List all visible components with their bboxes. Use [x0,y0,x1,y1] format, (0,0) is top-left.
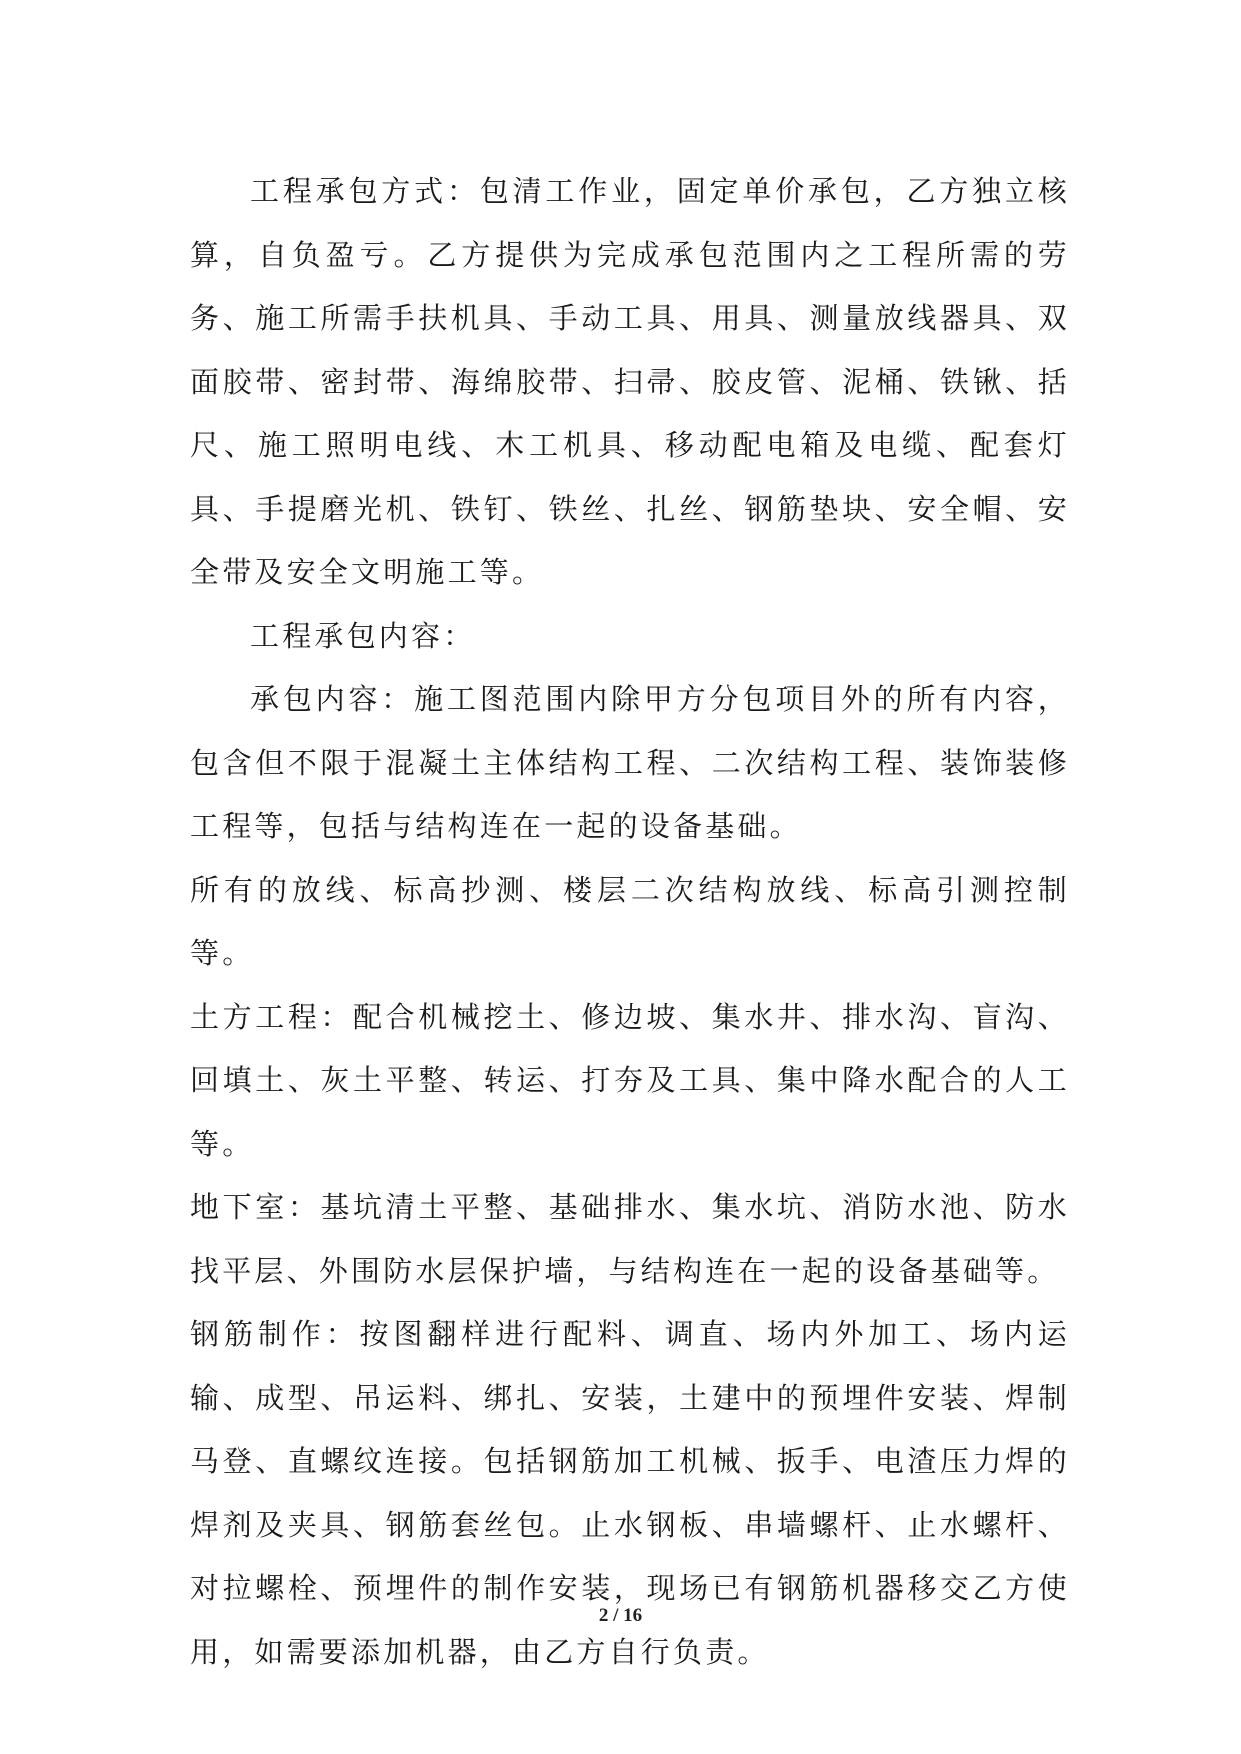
paragraph-layout-surveying: 所有的放线、标高抄测、楼层二次结构放线、标高引测控制等。 [190,872,1070,970]
paragraph-contract-scope: 承包内容：施工图范围内除甲方分包项目外的所有内容，包含但不限于混凝土主体结构工程、二次结构工程、装饰装修工程等，包括与结构连在一起的设备基础。 [190,682,1070,843]
document-body [190,160,1070,1684]
paragraph-earthwork: 土方工程：配合机械挖土、修边坡、集水井、排水沟、盲沟、回填土、灰土平整、转运、打夯及工具、集中降水配合的人工等。 [190,999,1070,1161]
paragraph-rebar-fabrication: 钢筋制作：按图翻样进行配料、调直、场内外加工、场内运输、成型、吊运料、绑扎、安装，土建中的预埋件安装、焊制马登、直螺纹连接。包括钢筋加工机械、扳手、电渣压力焊的焊剂及夹具、钢筋套丝包。止水钢板、串墙螺杆、止水螺杆、对拉螺栓、预埋件的制作安装，现场已有钢筋机器移交乙方使用，如需要添加机器，由乙方自行负责。 [190,1317,1070,1669]
paragraph-contract-method: 工程承包方式：包清工作业，固定单价承包，乙方独立核算，自负盈亏。乙方提供为完成承包范围内之工程所需的劳务、施工所需手扶机具、手动工具、用具、测量放线器具、双面胶带、密封带、海绵胶带、扫帚、胶皮管、泥桶、铁锹、括尺、施工照明电线、木工机具、移动配电箱及电缆、配套灯具、手提磨光机、铁钉、铁丝、扎丝、钢筋垫块、安全帽、安全带及安全文明施工等。 [190,174,1070,589]
paragraph-contract-content-heading: 工程承包内容： [250,618,476,653]
paragraph-basement: 地下室：基坑清土平整、基础排水、集水坑、消防水池、防水找平层、外围防水层保护墙，与结构连在一起的设备基础等。 [190,1190,1070,1288]
page-number: 2 / 16 [598,1605,643,1626]
